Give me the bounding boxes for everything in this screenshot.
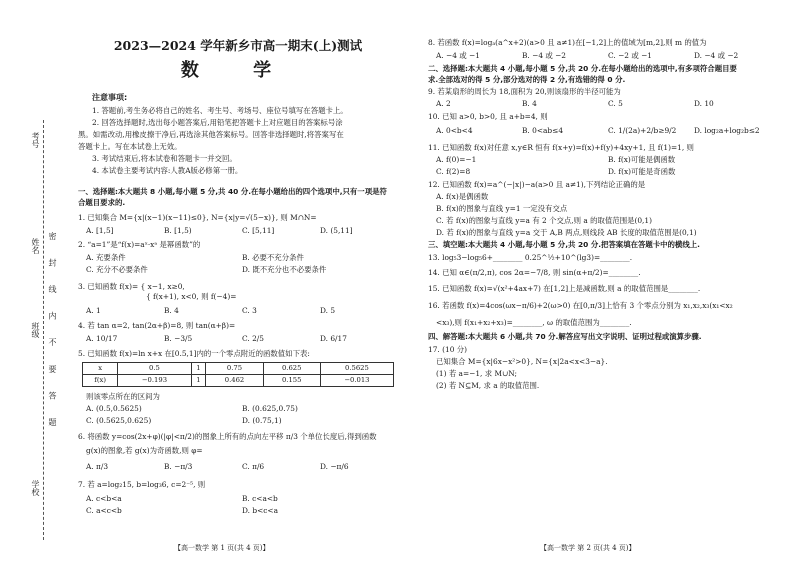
option: C. 2/5 (242, 334, 264, 343)
option: A. 2 (436, 99, 451, 108)
option: D. (0.75,1) (242, 416, 282, 425)
q11-stem: 11. 已知函数 f(x)对任意 x,y∈R 恒有 f(x+y)=f(x)+f(y)+4xy+1, 且 f(1)=1, 则 (428, 143, 694, 152)
option: D. 6/17 (320, 334, 347, 343)
table-cell: 0.625 (263, 363, 320, 375)
page-1-footer: 【高一数学 第 1 页(共 4 页)】 (174, 544, 270, 552)
note-line: 3. 考试结束后,将本试卷和答题卡一并交回。 (92, 154, 237, 163)
option: D. f(x)可能是奇函数 (608, 167, 676, 176)
option: A. f(0)=−1 (436, 155, 477, 164)
option: D. 既不充分也不必要条件 (242, 265, 327, 274)
option: A. f(x)是偶函数 (436, 192, 489, 201)
table-cell: x (83, 363, 118, 375)
q17-line-1: 已知集合 M={x|6x−x²>0}, N={x|2a<x<3−a}. (436, 357, 608, 366)
q7-options-row-1 (86, 494, 398, 504)
note-line: 2. 回答选择题时,选出每小题答案后,用铅笔把答题卡上对应题目的答案标号涂 (92, 118, 343, 127)
q3-stem-a: 3. 已知函数 f(x)= { x−1, x≥0, (78, 282, 185, 291)
section-2-heading-2: 求.全部选对的得 5 分,部分选对的得 2 分,有选错的得 0 分. (428, 75, 626, 84)
section-1-heading: 一、选择题:本大题共 8 小题,每小题 5 分,共 40 分.在每小题给出的四个选项中,只有一项是符 (78, 187, 387, 196)
q5-options-row-1 (86, 404, 398, 414)
table-cell: 0.75 (206, 363, 263, 375)
table-cell: 0.462 (206, 375, 263, 387)
option: B. 0<ab≤4 (522, 126, 564, 135)
option: A. 1 (86, 306, 101, 315)
section-2-heading: 二、选择题:本大题共 4 小题,每小题 5 分,共 20 分.在每小题给出的选项中,有多项符合题目要 (428, 64, 737, 73)
q7-stem: 7. 若 a=log₂15, b=log₃6, c=2⁻⁵, 则 (78, 480, 206, 489)
q16-line-1: 16. 若函数 f(x)=4cos(ωx−π/6)+2(ω>0) 在[0,π/3]上恰有 3 个零点分别为 x₁,x₂,x₃(x₁<x₂ (428, 301, 733, 310)
q4-stem: 4. 若 tan α=2, tan(2α+β)=8, 则 tan(α+β)= (78, 321, 236, 330)
option: C. −2 或 −1 (608, 51, 652, 60)
option: B. 必要不充分条件 (242, 253, 304, 262)
option: B. 4 (164, 306, 179, 315)
q11-options-row-2 (436, 167, 780, 177)
name-label: 姓名 (31, 238, 40, 254)
q16-line-2: <x₃),则 f(x₁+x₂+x₃)=________, ω 的取值范围为________. (436, 318, 632, 327)
option: B. [1,5) (164, 226, 192, 235)
q3-options (86, 306, 398, 316)
q10-options (436, 126, 780, 136)
table-row (83, 375, 394, 387)
q8-stem: 8. 若函数 f(x)=logₐ(a^x+2)(a>0 且 a≠1)在[−1,2]上的值域为[m,2],则 m 的值为 (428, 38, 707, 47)
q17-line-3: (2) 若 N⊆M, 求 a 的取值范围. (436, 381, 540, 390)
q7-options-row-2 (86, 506, 398, 516)
option: D. 若 f(x)的图象与直线 y=a 交于 A,B 两点,则线段 AB 长度的取值范围是(0,1) (436, 228, 697, 237)
page-2-footer: 【高一数学 第 2 页(共 4 页)】 (540, 544, 636, 552)
table-cell: 0.5625 (320, 363, 393, 375)
class-label: 班级 (31, 322, 40, 338)
school-label: 学校 (31, 480, 40, 496)
section-3-heading: 三、填空题:本大题共 4 小题,每小题 5 分,共 20 分.把答案填在答题卡中的横线上. (428, 240, 700, 249)
q6-options (86, 462, 398, 472)
section-1-heading-2: 合题目要求的. (78, 198, 126, 207)
option: A. π/3 (86, 462, 109, 471)
option: D. −π/6 (320, 462, 349, 471)
subject-title: 数 学 (180, 60, 296, 81)
option: C. a<c<b (86, 506, 122, 515)
note-line: 答题卡上。写在本试卷上无效。 (78, 142, 182, 151)
option: A. −4 或 −1 (436, 51, 480, 60)
seal-text: 密 封 线 内 不 要 答 题 (48, 232, 57, 434)
section-4-heading: 四、解答题:本大题共 6 小题,共 70 分.解答应写出文字说明、证明过程或演算步骤. (428, 332, 702, 341)
table-cell: 1 (191, 375, 206, 387)
q9-stem: 9. 若某扇形的周长为 18,面积为 20,则该扇形的半径可能为 (428, 87, 621, 96)
option: C. 1/(2a)+2/b≥9/2 (608, 126, 677, 135)
option: B. f(x)的图象与直线 y=1 一定没有交点 (436, 204, 568, 213)
q1-stem: 1. 已知集合 M={x|(x−1)(x−11)≤0}, N={x|y=√(5−x)}, 则 M∩N= (78, 213, 317, 222)
note-line: 4. 本试卷主要考试内容:人教A版必修第一册。 (92, 166, 243, 175)
table-cell: −0.193 (118, 375, 191, 387)
option: A. [1,5] (86, 226, 114, 235)
q2-options-row-1 (86, 253, 398, 263)
option: B. 4 (522, 99, 537, 108)
table-cell: 0.155 (263, 375, 320, 387)
q17-line-2: (1) 若 a=−1, 求 M∪N; (436, 369, 517, 378)
notes-heading: 注意事项: (92, 93, 128, 102)
q1-options (86, 226, 398, 236)
option: D. (5,11] (320, 226, 353, 235)
q5-value-table (82, 362, 394, 387)
q2-options-row-2 (86, 265, 398, 275)
q15: 15. 已知函数 f(x)=√(x²+4ax+7) 在[1,2]上是减函数,则 a 的取值范围是________. (428, 284, 701, 293)
q6-stem: 6. 将函数 y=cos(2x+φ)(|φ|<π/2)的图象上所有的点向左平移 π/3 个单位长度后,得到函数 (78, 432, 377, 441)
kaohao-label: 考号 (31, 132, 40, 148)
option: A. c<b<a (86, 494, 122, 503)
option: C. [5,11] (242, 226, 275, 235)
q17-heading: 17. (10 分) (428, 345, 468, 354)
option: D. log₂a+log₂b≤2 (694, 126, 760, 135)
q4-options (86, 334, 398, 344)
option: C. π/6 (242, 462, 265, 471)
option: D. 5 (320, 306, 336, 315)
q10-stem: 10. 已知 a>0, b>0, 且 a+b=4, 则 (428, 112, 548, 121)
option: D. 10 (694, 99, 714, 108)
q5-after: 则该零点所在的区间为 (86, 392, 160, 401)
option: B. −π/3 (164, 462, 193, 471)
seal-line (43, 120, 44, 540)
q8-options (436, 51, 780, 61)
option: C. 充分不必要条件 (86, 265, 148, 274)
option: B. −3/5 (164, 334, 193, 343)
note-line: 1. 答题前,考生务必将自己的姓名、考生号、考场号、座位号填写在答题卡上。 (92, 106, 348, 115)
binding-strip (0, 0, 62, 561)
option: D. −4 或 −2 (694, 51, 739, 60)
option: A. 0<b<4 (436, 126, 473, 135)
q13: 13. log₅3−log₅6+________ 0.25^½+10^(lg3)=________. (428, 253, 633, 262)
option: A. 充要条件 (86, 253, 126, 262)
option: C. 3 (242, 306, 257, 315)
q6-stem-2: g(x)的图象,若 g(x)为奇函数,则 φ= (86, 446, 203, 455)
option: C. 5 (608, 99, 623, 108)
q2-stem: 2. “a=1”是“f(x)=aˣ·xᵃ 是幂函数”的 (78, 240, 201, 249)
exam-title: 2023—2024 学年新乡市高一期末(上)测试 (113, 38, 363, 53)
option: B. −4 或 −2 (522, 51, 567, 60)
table-cell: 1 (191, 363, 206, 375)
option: B. f(x)可能是偶函数 (608, 155, 676, 164)
q9-options (436, 99, 780, 109)
q5-options-row-2 (86, 416, 398, 426)
q3-stem-b: { f(x+1), x<0, 则 f(−4)= (146, 292, 237, 301)
option: B. (0.625,0.75) (242, 404, 298, 413)
q12-stem: 12. 已知函数 f(x)=a^(−|x|)−a(a>0 且 a≠1),下列结论正确的是 (428, 180, 646, 189)
q5-stem: 5. 已知函数 f(x)=ln x+x 在[0.5,1]内的一个零点附近的函数值如下表: (78, 349, 310, 358)
option: C. f(2)=8 (436, 167, 471, 176)
table-row (83, 363, 394, 375)
q14: 14. 已知 α∈(π/2,π), cos 2α=−7/8, 则 sin(α+π/2)=________. (428, 268, 641, 277)
option: A. (0.5,0.5625) (86, 404, 142, 413)
table-cell: f(x) (83, 375, 118, 387)
option: C. 若 f(x)的图象与直线 y=a 有 2 个交点,则 a 的取值范围是(0,1) (436, 216, 652, 225)
table-cell: 0.5 (118, 363, 191, 375)
option: A. 10/17 (86, 334, 118, 343)
option: C. (0.5625,0.625) (86, 416, 152, 425)
table-cell: −0.013 (320, 375, 393, 387)
option: D. b<c<a (242, 506, 279, 515)
q11-options-row-1 (436, 155, 780, 165)
option: B. c<a<b (242, 494, 278, 503)
note-line: 黑。如需改动,用橡皮擦干净后,再选涂其他答案标号。回答非选择题时,将答案写在 (78, 130, 344, 139)
